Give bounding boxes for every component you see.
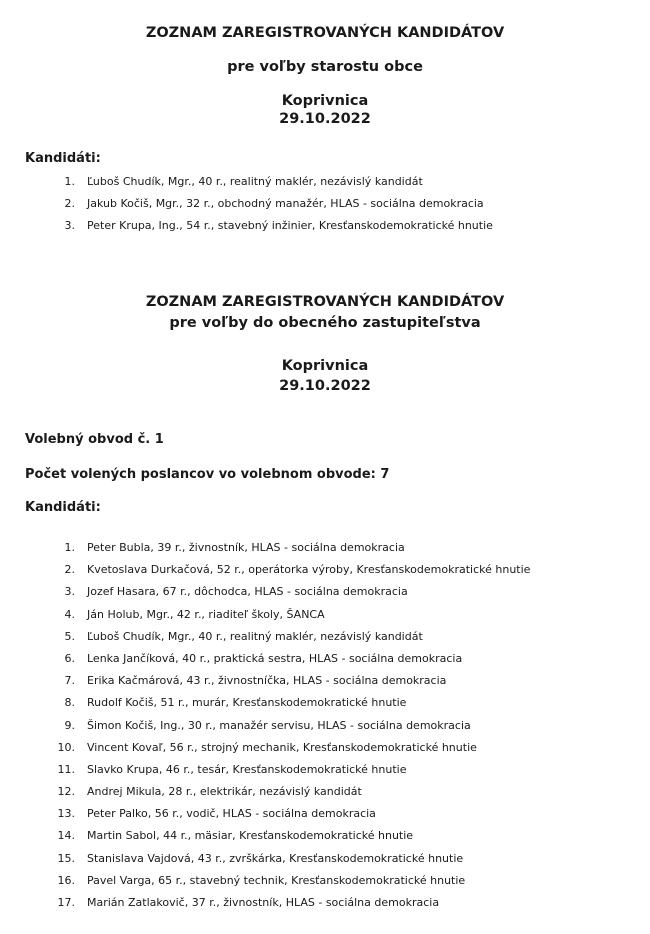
candidate-number: 12. [57,785,75,799]
candidate-details: Ľuboš Chudík, Mgr., 40 r., realitný maklér, nezávislý kandidát [87,175,423,188]
candidate-number: 2. [64,563,75,577]
candidate-item [0,829,650,851]
candidate-item [0,175,650,197]
candidate-item [0,741,650,763]
candidate-item [0,674,650,696]
candidate-item [0,197,650,219]
candidate-number: 3. [64,219,75,233]
candidate-details: Martin Sabol, 44 r., mäsiar, Kresťanskodemokratické hnutie [87,829,414,843]
candidate-details: Ján Holub, Mgr., 42 r., riaditeľ školy, ŠANCA [87,607,325,621]
candidate-item [0,874,650,896]
candidate-details: Peter Krupa, Ing., 54 r., stavebný inžinier, Kresťanskodemokratické hnutie [87,219,493,233]
candidate-details: Jozef Hasara, 67 r., dôchodca, HLAS - sociálna demokracia [87,585,408,599]
candidate-item [0,719,650,741]
candidate-item [0,652,650,674]
candidate-details: Jakub Kočiš, Mgr., 32 r., obchodný manažér, HLAS - sociálna demokracia [87,197,484,211]
seats-count: Počet volených poslancov vo volebnom obvode: 7 [25,467,390,482]
mayor-list-date: 29.10.2022 [279,111,371,127]
candidate-number: 10. [57,740,75,754]
candidate-number: 4. [64,607,75,621]
candidate-item [0,219,650,241]
candidate-details: Ľuboš Chudík, Mgr., 40 r., realitný maklér, nezávislý kandidát [87,629,423,643]
candidate-number: 7. [64,674,75,688]
candidate-item [0,585,650,607]
candidate-details: Erika Kačmárová, 43 r., živnostníčka, HLAS - sociálna demokracia [87,674,447,688]
candidate-number: 13. [57,807,75,821]
candidate-number: 11. [57,762,75,776]
mayor-candidate-list [0,175,650,242]
candidate-number: 15. [57,851,75,865]
candidate-details: Šimon Kočiš, Ing., 30 r., manažér servisu, HLAS - sociálna demokracia [87,718,471,732]
council-candidates-label: Kandidáti: [25,500,101,515]
candidate-number: 1. [64,175,75,188]
candidate-number: 16. [57,873,75,887]
candidate-item [0,541,650,563]
candidate-details: Kvetoslava Durkačová, 52 r., operátorka výroby, Kresťanskodemokratické hnutie [87,563,531,577]
candidate-number: 9. [64,718,75,732]
council-list-date: 29.10.2022 [279,378,371,394]
candidate-item [0,852,650,874]
mayor-list-subtitle: pre voľby starostu obce [227,59,423,75]
candidate-details: Andrej Mikula, 28 r., elektrikár, nezávislý kandidát [87,785,362,799]
candidate-item [0,807,650,829]
candidate-details: Vincent Kovaľ, 56 r., strojný mechanik, Kresťanskodemokratické hnutie [87,740,477,754]
candidate-details: Rudolf Kočiš, 51 r., murár, Kresťanskodemokratické hnutie [87,696,407,710]
mayor-list-title: ZOZNAM ZAREGISTROVANÝCH KANDIDÁTOV [145,25,505,41]
council-list-place: Koprivnica [281,358,369,374]
council-list-subtitle: pre voľby do obecného zastupiteľstva [169,315,481,331]
candidate-details: Stanislava Vajdová, 43 r., zvrškárka, Kresťanskodemokratické hnutie [87,851,464,865]
candidate-number: 3. [64,585,75,599]
candidate-number: 14. [57,829,75,843]
mayor-candidates-label: Kandidáti: [25,151,101,166]
candidate-details: Pavel Varga, 65 r., stavebný technik, Kresťanskodemokratické hnutie [87,873,466,887]
candidate-number: 5. [64,629,75,643]
candidate-item [0,896,650,918]
candidate-details: Slavko Krupa, 46 r., tesár, Kresťanskodemokratické hnutie [87,762,407,776]
candidate-item [0,696,650,718]
candidate-item [0,608,650,630]
candidate-details: Lenka Jančíková, 40 r., praktická sestra, HLAS - sociálna demokracia [87,651,463,665]
candidate-item [0,763,650,785]
candidate-number: 6. [64,651,75,665]
candidate-item [0,630,650,652]
council-list-title: ZOZNAM ZAREGISTROVANÝCH KANDIDÁTOV [145,294,505,310]
mayor-list-place: Koprivnica [281,93,369,109]
council-candidate-list [0,541,650,918]
candidate-item [0,785,650,807]
candidate-details: Marián Zatlakovič, 37 r., živnostník, HLAS - sociálna demokracia [87,896,440,909]
candidate-item [0,563,650,585]
candidate-number: 1. [64,541,75,554]
candidate-number: 17. [57,896,75,909]
electoral-district: Volebný obvod č. 1 [25,432,164,447]
candidate-details: Peter Palko, 56 r., vodič, HLAS - sociálna demokracia [87,807,376,821]
candidate-number: 8. [64,696,75,710]
candidate-details: Peter Bubla, 39 r., živnostník, HLAS - sociálna demokracia [87,541,405,554]
candidate-number: 2. [64,197,75,211]
